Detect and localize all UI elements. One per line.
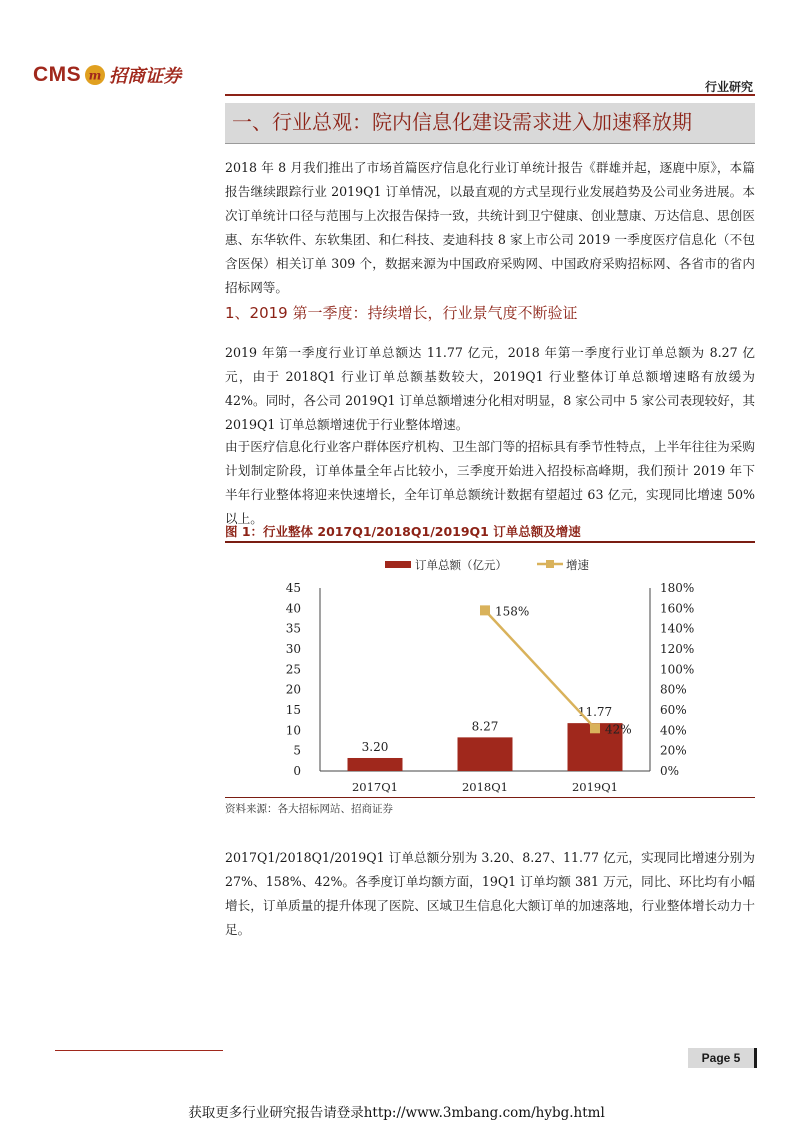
figure-bottom-rule (225, 797, 755, 798)
right-axis-tick-label: 40% (660, 723, 687, 738)
bar-2018Q1 (458, 737, 513, 771)
report-type-label: 行业研究 (704, 80, 753, 94)
logo-mark-icon (84, 64, 106, 86)
right-axis-tick-label: 60% (660, 703, 687, 717)
x-axis-tick-label: 2018Q1 (461, 780, 509, 794)
subsection-title: 1、2019 第一季度：持续增长，行业景气度不断验证 (225, 304, 578, 322)
growth-point-2019Q1 (590, 723, 600, 733)
legend-line-label: 增速 (566, 558, 589, 572)
growth-data-label: 158% (495, 604, 530, 619)
left-axis-tick-label: 40 (285, 601, 301, 616)
legend-bar-swatch (385, 561, 411, 568)
x-axis-tick-label: 2019Q1 (571, 780, 619, 794)
paragraph-q1-summary: 2019 年第一季度行业订单总额达 11.77 亿元，2018 年第一季度行业订单总额为 8.27 亿元，由于 2018Q1 行业订单总额基数较大，2019Q1 行业整体订单总额增速略有放缓为 42%。同时，各公司 2019Q1 订单总额增速分化相对明显，8 家公司中 5 家公司表现较好，其 2019Q1 订单总额增速优于行业整体增速。 (225, 345, 756, 432)
left-axis-tick-label: 15 (285, 703, 301, 717)
figure-source: 资料来源：各大招标网站、招商证券 (225, 803, 393, 815)
figure-title: 图 1：行业整体 2017Q1/2018Q1/2019Q1 订单总额及增速 (225, 524, 581, 539)
bar-data-label: 8.27 (471, 719, 499, 734)
right-axis-tick-label: 20% (660, 743, 687, 758)
legend-line-marker (546, 560, 554, 568)
right-axis-tick-label: 160% (660, 601, 695, 616)
left-axis-tick-label: 45 (285, 581, 301, 595)
logo-chinese-name: 招商证券 (109, 66, 182, 87)
logo-text: CMS (33, 63, 82, 86)
bar-2017Q1 (348, 758, 403, 771)
growth-line (485, 610, 595, 728)
intro-paragraph: 2018 年 8 月我们推出了市场首篇医疗信息化行业订单统计报告《群雄并起，逐鹿中原》，本篇报告继续跟踪行业 2019Q1 订单情况，以最直观的方式呈现行业发展趋势及公司业务进展。本次订单统计口径与范围与上次报告保持一致，共统计到卫宁健康、创业慧康、万达信息、思创医惠、东华软件、东软集团、和仁科技、麦迪科技 8 家上市公司 2019 一季度医疗信息化（不包含医保）相关订单 309 个，数据来源为中国政府采购网、中国政府采购招标网、各省市的省内招标网等。 (225, 160, 755, 295)
growth-data-label: 42% (605, 722, 632, 737)
left-axis-tick-label: 10 (285, 723, 301, 738)
right-axis-tick-label: 80% (660, 682, 687, 697)
left-axis-tick-label: 30 (285, 642, 301, 656)
chart-legend (385, 558, 589, 572)
right-axis-tick-label: 120% (660, 642, 695, 656)
x-axis-tick-label: 2017Q1 (351, 780, 399, 794)
bar-data-label: 11.77 (577, 705, 613, 720)
right-axis-tick-label: 0% (660, 764, 680, 778)
paragraph-growth-detail: 2017Q1/2018Q1/2019Q1 订单总额分别为 3.20、8.27、11.77 亿元，实现同比增速分别为 27%、158%、42%。各季度订单均额方面，19Q1 订单均额 381 万元，同比、环比均有小幅增长，订单质量的提升体现了医院、区域卫生信息化大额订单的加速落地，行业整体增长动力十足。 (225, 850, 755, 937)
footnote-divider (55, 1050, 223, 1051)
right-axis-tick-label: 100% (660, 662, 695, 677)
legend-bar-label: 订单总额（亿元） (415, 558, 507, 572)
paragraph-seasonality: 由于医疗信息化行业客户群体医疗机构、卫生部门等的招标具有季节性特点，上半年往往为采购计划制定阶段，订单体量全年占比较小，三季度开始进入招投标高峰期，我们预计 2019 年下半年行业整体将迎来快速增长，全年订单总额统计数据有望超过 63 亿元，实现同比增速 50%以上。 (225, 439, 755, 526)
company-logo (33, 60, 181, 90)
section-title: 一、行业总观：院内信息化建设需求进入加速释放期 (232, 110, 692, 134)
bar-data-label: 3.20 (361, 739, 389, 754)
figure-top-rule (225, 541, 755, 543)
right-axis-tick-label: 140% (660, 621, 695, 636)
left-axis-tick-label: 25 (285, 662, 301, 677)
left-axis-tick-label: 0 (293, 764, 301, 778)
svg-text:m: m (88, 68, 102, 83)
right-axis-tick-label: 180% (660, 581, 695, 595)
page-number: Page 5 (688, 1048, 757, 1068)
orders-chart (225, 548, 755, 796)
header-divider (225, 94, 755, 96)
left-axis-tick-label: 20 (285, 682, 301, 697)
left-axis-tick-label: 35 (285, 621, 301, 636)
growth-point-2018Q1 (480, 605, 490, 615)
download-notice: 获取更多行业研究报告请登录http://www.3mbang.com/hybg.html (188, 1105, 605, 1121)
left-axis-tick-label: 5 (293, 743, 301, 758)
